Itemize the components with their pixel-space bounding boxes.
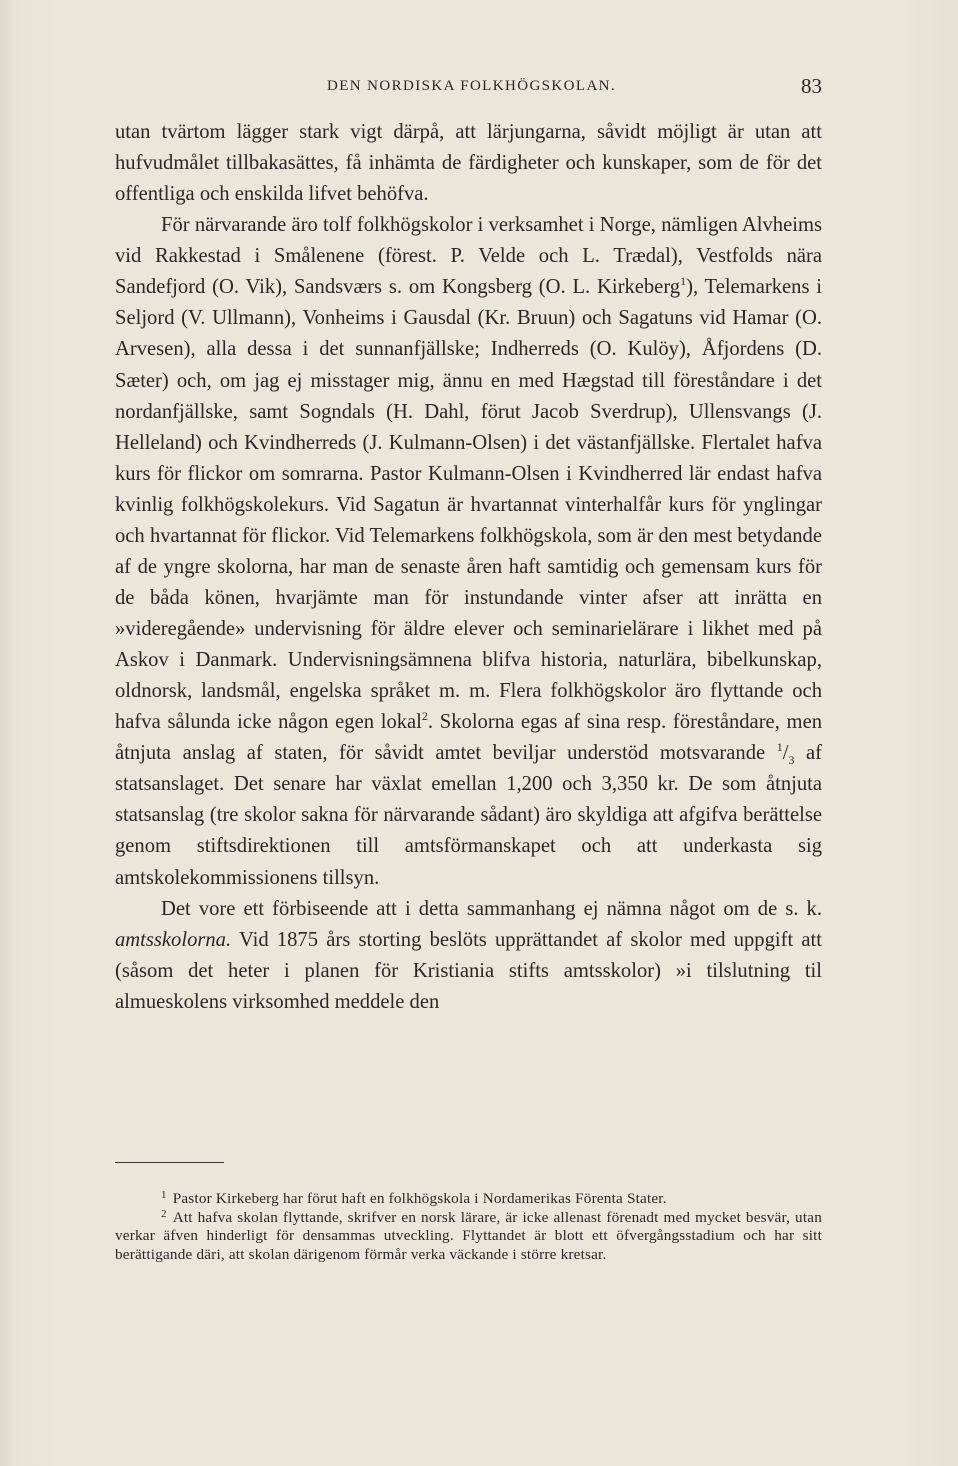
paragraph-3 xyxy=(115,894,822,1018)
page-number: 83 xyxy=(801,74,822,98)
paragraph-2-text-c: . Skolorna egas af sina resp. föreståndare, men åtnjuta anslag af staten, för såvidt amtet beviljar understöd motsvarande xyxy=(115,711,823,765)
fraction-slash: / xyxy=(782,742,789,765)
footnotes xyxy=(115,1190,822,1265)
footnote-1-mark: 1 xyxy=(161,1189,167,1201)
paragraph-2-text-b: ), Telemarkens i Seljord (V. Ullmann), Vonheims i Gausdal (Kr. Bruun) och Sagatuns vid Hamar (O. Arvesen), alla dessa i det sunnanfjällske; Indherreds (O. Kulöy), Åfjordens (D. Sæter) och, om jag ej misstager mig, ännu en med Hægstad till föreståndare i det nordanfjällske, samt Sogndals (H. Dahl, förut Jacob Sverdrup), Ullensvangs (J. Helleland) och Kvindherreds (J. Kulmann-Olsen) i det västanfjällske. Flertalet hafva kurs för flickor om somrarna. Pastor Kulmann-Olsen i Kvindherred lär endast hafva kvinlig folkhögskolekurs. Vid Sagatun är hvartannat vinterhalfår kurs för ynglingar och hvartannat för flickor. Vid Telemarkens folkhögskola, som är den mest betydande af de yngre skolorna, har man de senaste åren haft samtidig och gemensam kurs för de båda könen, hvarjämte man för instundande vinter afser att inrätta en »videregående» undervisning för äldre elever och seminarielärare i likhet med på Askov i Danmark. Undervisningsämnena blifva historia, naturlära, bibelkunskap, oldnorsk, landsmål, engelska språket m. m. Flera folkhögskolor äro flyttande och hafva sålunda icke någon egen lokal xyxy=(115,276,822,734)
paragraph-2-text-d: af statsanslaget. Det senare har växlat emellan 1,200 och 3,350 kr. De som åtnjuta statsanslag (tre skolor sakna för närvarande sådant) äro skyldiga att afgifva berättelse genom stiftsdirektionen till amtsförmanskapet och att underkasta sig amtskolekommissionens tillsyn. xyxy=(115,742,822,889)
footnote-2-mark: 2 xyxy=(161,1208,167,1221)
running-head xyxy=(115,74,822,102)
paragraph-3-text-b: Vid 1875 års storting beslöts upprättandet af skolor med uppgift att (såsom det heter i planen för Kristiania stifts amtsskolor) »i tilslutning til almueskolens virksomhed meddele den xyxy=(115,928,822,1013)
paragraph-1 xyxy=(115,117,822,210)
footnote-ref-1: 1 xyxy=(680,274,687,289)
footnote-divider xyxy=(115,1162,224,1163)
paragraph-2-text-a: För närvarande äro tolf folkhögskolor i verksamhet i Norge, nämligen Alvheims vid Rakkestad i Smålenene (förest. P. Velde och L. Trædal), Vestfolds nära Sandefjord (O. Vik), Sandsværs s. om Kongsberg (O. L. Kirkeberg xyxy=(115,214,822,299)
footnote-1 xyxy=(115,1190,822,1208)
footnote-2-text: Att hafva skolan flyttande, skrifver en norsk lärare, är icke allenast förenadt med mycket besvär, utan verkar äfven hinderligt för densammas utveckling. Flyttandet är blott ett öfvergångsstadium och har sitt berättigande däri, att skolan därigenom förmår verka väckande i större kretsar. xyxy=(115,1209,822,1263)
body-text xyxy=(115,117,822,1018)
footnote-2 xyxy=(115,1209,822,1264)
fraction-numerator: 1 xyxy=(776,740,783,755)
running-title: DEN NORDISKA FOLKHÖGSKOLAN. xyxy=(327,78,617,94)
fraction-denominator: 3 xyxy=(788,753,795,768)
paragraph-3-emphasis: amtsskolorna. xyxy=(115,928,232,951)
footnote-ref-2: 2 xyxy=(421,709,428,724)
paragraph-3-text-a: Det vore ett förbiseende att i detta sammanhang ej nämna något om de s. k. xyxy=(161,897,822,920)
paragraph-2 xyxy=(115,210,822,893)
footnote-1-text: Pastor Kirkeberg har förut haft en folkhögskola i Nordamerikas Förenta Stater. xyxy=(172,1190,667,1207)
paragraph-1-text: utan tvärtom lägger stark vigt därpå, att lärjungarna, såvidt möjligt är utan att hufvudmålet tillbakasättes, få inhämta de färdigheter och kunskaper, som de för det offentliga och enskilda lifvet behöfva. xyxy=(115,121,822,206)
